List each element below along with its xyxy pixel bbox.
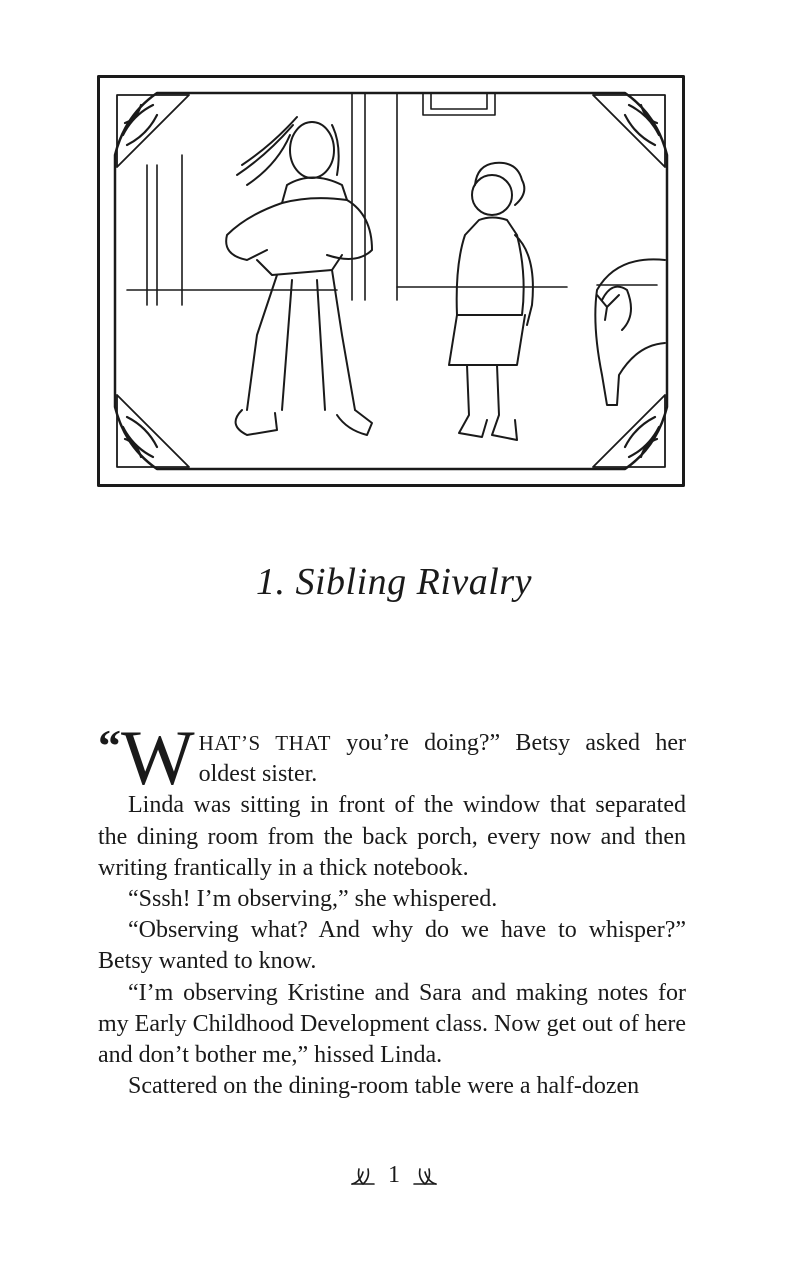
room-background	[127, 93, 657, 305]
paragraph-1	[98, 714, 686, 801]
leaf-sprig-icon	[350, 1166, 376, 1186]
paragraph-2: Linda was sitting in front of the window that separated the dining room from the back porch, every now and then writing frantically in a thick notebook.	[98, 792, 686, 881]
paragraph-3: “Sssh! I’m observing,” she whispered.	[128, 886, 498, 913]
drop-cap	[98, 714, 195, 801]
body-text	[98, 714, 686, 1102]
paragraph-6: Scattered on the dining-room table were a half-dozen	[128, 1073, 640, 1100]
corner-ornament-bottom-left	[117, 395, 189, 467]
corner-ornament-top-right	[593, 95, 665, 167]
corner-ornament-bottom-right	[593, 395, 665, 467]
chapter-title: 1. Sibling Rivalry	[255, 561, 533, 603]
corner-ornament-top-left	[117, 95, 189, 167]
lead-in-smallcaps: HAT’S THAT	[198, 731, 331, 755]
chapter-illustration	[97, 75, 685, 487]
paragraph-5: “I’m observing Kristine and Sara and making notes for my Early Childhood Development class. Now get out of here and don’t bother me,” hissed Linda.	[98, 979, 686, 1069]
drop-cap-quote: “	[98, 720, 121, 771]
paragraph-1-text: you’re doing?” Betsy asked her oldest sister.	[198, 730, 686, 788]
young-girl	[449, 163, 533, 440]
girl-in-snowsuit	[226, 117, 372, 435]
leaf-sprig-icon	[412, 1166, 438, 1186]
armchair	[595, 259, 665, 405]
drop-cap-letter: W	[121, 714, 195, 801]
page-footer	[0, 1162, 788, 1189]
page-number: 1	[388, 1162, 400, 1188]
paragraph-4: “Observing what? And why do we have to whisper?” Betsy wanted to know.	[98, 917, 686, 975]
